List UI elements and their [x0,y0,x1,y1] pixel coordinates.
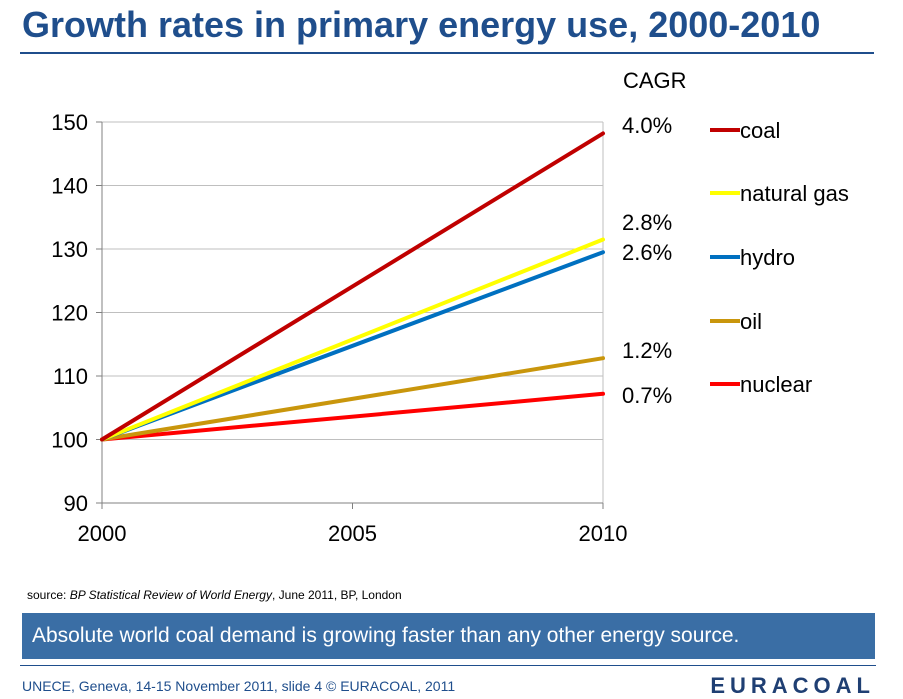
euracoal-logo: EURACOAL [710,673,875,698]
source-note [27,588,402,602]
page-title: Growth rates in primary energy use, 2000-2010 [22,4,821,45]
series-layer [102,133,603,439]
axis-layer [51,110,627,546]
y-tick-label-120: 120 [51,300,88,326]
y-tick-label-90: 90 [63,491,88,516]
key-message-banner: Absolute world coal demand is growing faster than any other energy source. [22,613,875,659]
source-suffix: , June 2011, BP, London [271,588,402,602]
cagr-label-natural-gas: 2.8% [622,210,673,235]
source-publication: BP Statistical Review of World Energy [69,588,272,602]
legend-label-nuclear: nuclear [740,372,813,397]
series-line-coal [102,133,603,439]
legend-label-oil: oil [740,309,763,334]
y-tick-label-100: 100 [51,427,88,453]
footer-divider [20,665,876,666]
legend-label-hydro: hydro [740,245,796,270]
cagr-label-coal: 4.0% [622,113,673,138]
legend-label-natural-gas: natural gas [740,181,849,206]
x-tick-label-2000: 2000 [77,521,127,546]
cagr-header: CAGR [623,68,687,93]
x-tick-label-2010: 2010 [578,521,628,546]
cagr-label-oil: 1.2% [622,338,673,363]
source-prefix: source: [27,588,70,602]
cagr-label-nuclear: 0.7% [622,383,673,408]
footer-credit: UNECE, Geneva, 14-15 November 2011, slide 4 © EURACOAL, 2011 [22,678,456,694]
legend-layer [710,118,849,397]
y-tick-label-110: 110 [52,364,88,389]
series-line-natural-gas [102,240,603,440]
x-tick-label-2005: 2005 [328,521,377,546]
legend-label-coal: coal [740,118,781,143]
y-tick-label-130: 130 [51,237,88,262]
y-tick-label-140: 140 [51,173,88,199]
y-tick-label-150: 150 [51,110,88,135]
cagr-label-hydro: 2.6% [622,240,673,265]
label-layer [622,68,687,408]
